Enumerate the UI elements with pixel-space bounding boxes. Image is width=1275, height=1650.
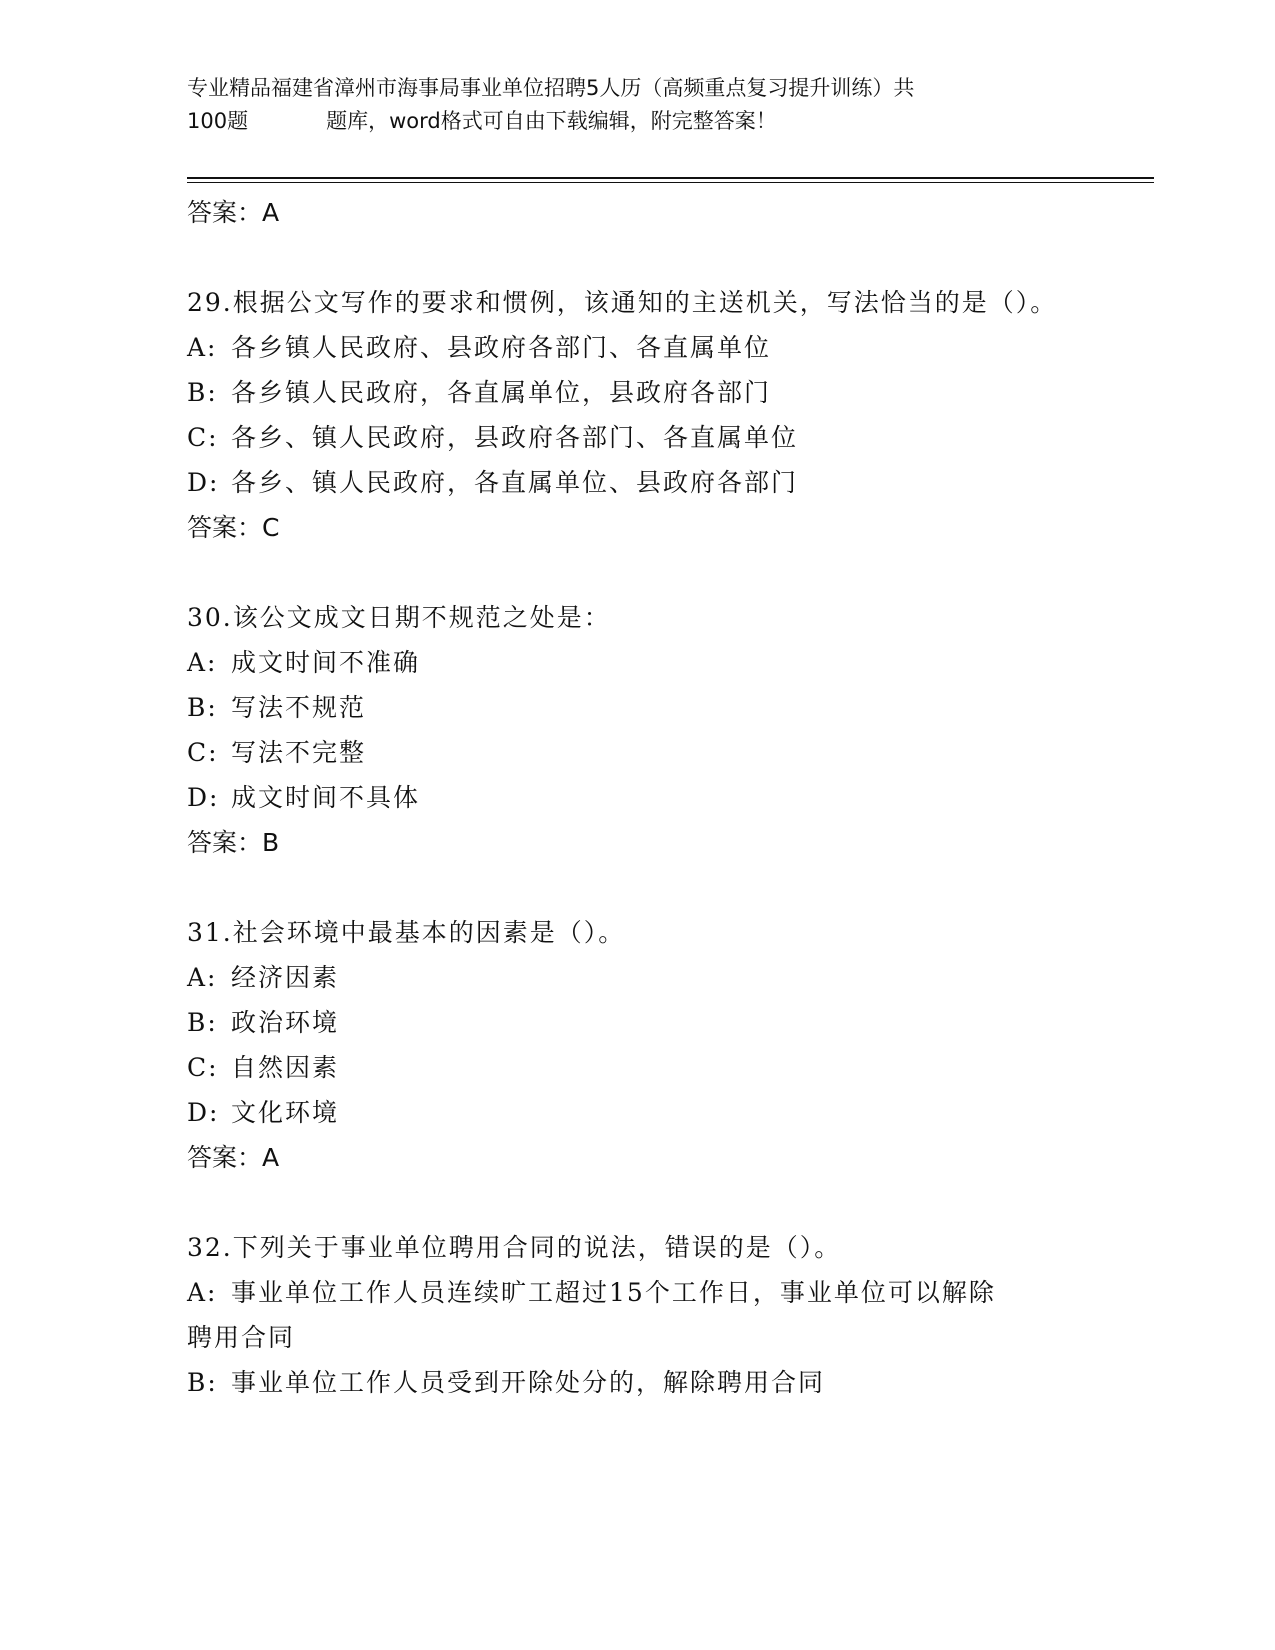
option-b — [187, 370, 1087, 415]
header-title-line-1: 专业精品福建省漳州市海事局事业单位招聘5人历（高频重点复习提升训练）共 — [187, 76, 915, 100]
option-letter: C: — [187, 423, 219, 452]
option-letter: D: — [187, 783, 220, 812]
option-text: 文化环境 — [231, 1098, 340, 1127]
option-d — [187, 1090, 1087, 1135]
question-stem: 31.社会环境中最基本的因素是（）。 — [187, 918, 626, 947]
header-rule — [187, 177, 1154, 179]
option-text: 经济因素 — [231, 963, 340, 992]
option-a — [187, 325, 1087, 370]
option-text: 各乡、镇人民政府，各直属单位、县政府各部门 — [231, 468, 799, 497]
option-letter: B: — [187, 378, 218, 407]
option-text: 写法不完整 — [231, 738, 367, 767]
option-letter: D: — [187, 1098, 220, 1127]
header-rule-thin — [187, 182, 1154, 183]
answer-line: 答案：C — [187, 513, 280, 542]
option-text: 成文时间不具体 — [231, 783, 421, 812]
option-letter: B: — [187, 1368, 218, 1397]
option-text: 事业单位工作人员连续旷工超过15个工作日，事业单位可以解除 — [231, 1278, 996, 1307]
option-d — [187, 460, 1087, 505]
option-c — [187, 1045, 1087, 1090]
option-text: 事业单位工作人员受到开除处分的，解除聘用合同 — [231, 1368, 826, 1397]
option-b — [187, 685, 1087, 730]
question-item — [187, 280, 1087, 595]
option-letter: A: — [187, 963, 218, 992]
option-letter: A: — [187, 648, 218, 677]
option-letter: C: — [187, 738, 219, 767]
option-c — [187, 730, 1087, 775]
header-count: 100题 — [187, 109, 249, 133]
option-a-continuation: 聘用合同 — [187, 1323, 296, 1352]
option-b — [187, 1000, 1087, 1045]
option-text: 写法不规范 — [231, 693, 367, 722]
question-list — [187, 190, 1087, 1405]
option-letter: B: — [187, 1008, 218, 1037]
option-letter: A: — [187, 333, 218, 362]
option-text: 各乡镇人民政府，各直属单位，县政府各部门 — [231, 378, 772, 407]
question-stem: 29.根据公文写作的要求和惯例，该通知的主送机关，写法恰当的是（）。 — [187, 288, 1058, 317]
option-text: 自然因素 — [231, 1053, 340, 1082]
option-c — [187, 415, 1087, 460]
question-item — [187, 1225, 1087, 1405]
option-a — [187, 1270, 1087, 1315]
option-a — [187, 955, 1087, 1000]
option-text: 政治环境 — [231, 1008, 340, 1037]
question-stem: 30.该公文成文日期不规范之处是： — [187, 603, 611, 632]
option-letter: D: — [187, 468, 220, 497]
page-header — [187, 72, 1067, 138]
answer-line: 答案：A — [187, 1143, 280, 1172]
answer-line: 答案：A — [187, 198, 280, 227]
answer-line: 答案：B — [187, 828, 280, 857]
question-stem: 32.下列关于事业单位聘用合同的说法，错误的是（）。 — [187, 1233, 842, 1262]
option-d — [187, 775, 1087, 820]
option-text: 成文时间不准确 — [231, 648, 421, 677]
option-b — [187, 1360, 1087, 1405]
option-letter: A: — [187, 1278, 218, 1307]
option-a — [187, 640, 1087, 685]
header-title-line-2 — [187, 105, 1067, 138]
option-letter: C: — [187, 1053, 219, 1082]
option-text: 各乡镇人民政府、县政府各部门、各直属单位 — [231, 333, 772, 362]
question-item — [187, 910, 1087, 1225]
question-item — [187, 595, 1087, 910]
option-text: 各乡、镇人民政府，县政府各部门、各直属单位 — [231, 423, 799, 452]
option-letter: B: — [187, 693, 218, 722]
header-subtitle: 题库，word格式可自由下载编辑，附完整答案！ — [326, 109, 777, 133]
